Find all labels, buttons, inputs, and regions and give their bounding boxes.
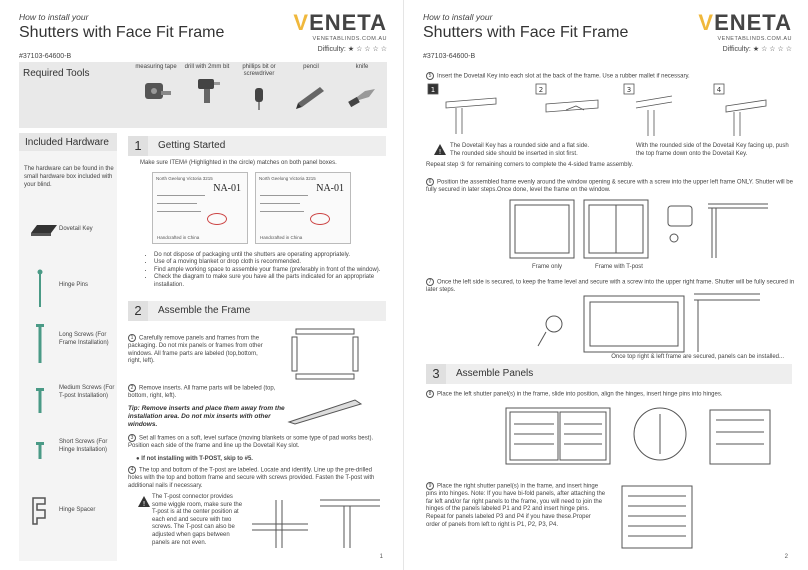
page-2 xyxy=(404,0,808,570)
dovetail-note: With the rounded side of the Dovetail Key facing up, push the top frame down onto the Dovetail Key. xyxy=(636,143,789,157)
dovetail-key-icon xyxy=(29,221,61,239)
step-2-s1: 1 Carefully remove panels and frames from the packaging. Do not mix panels or frames from other windows. All frame parts are labeled (top,bottom, right, left). xyxy=(128,335,263,365)
short-screw-icon xyxy=(36,441,44,461)
veneta-logo: VENETA xyxy=(293,10,387,35)
brand-url: VENETABLINDS.COM.AU xyxy=(312,36,387,42)
hardware-long-screws: Long Screws (For Frame Installation) xyxy=(59,332,109,346)
part-number: #37103-64600-B xyxy=(19,53,72,60)
tool-drill: drill with 2mm bit xyxy=(182,64,232,105)
tpost-figure xyxy=(248,494,384,550)
left-panel-figure xyxy=(504,404,794,468)
howto-label: How to install your xyxy=(19,12,89,22)
svg-text:!: ! xyxy=(438,148,442,155)
measuring-tape-icon xyxy=(141,75,171,105)
hinge-spacer-icon xyxy=(29,496,51,526)
step-2-s4: 4 The top and bottom of the T-post are labeled. Locate and identify. Line up the pre-drilled holes with the top and bottom frame and secure with screws provided. Fasten the T-post with additional nails if necessary. xyxy=(128,467,375,489)
hardware-hinge-spacer: Hinge Spacer xyxy=(59,507,96,513)
difficulty-rating: Difficulty: ★ ☆ ☆ ☆ ☆ xyxy=(317,46,387,53)
required-tools-bar xyxy=(19,62,387,128)
step-7-caption: Once top right & left frame are secured, panels can be installed... xyxy=(611,354,784,360)
required-tools-label: Required Tools xyxy=(23,68,90,79)
step-2-title: Assemble the Frame xyxy=(158,305,251,316)
box-label-b: North Geelong Victoria 3215 NA-01 Handcrafted in China xyxy=(255,172,351,244)
step-1-title: Getting Started xyxy=(158,140,226,151)
pencil-icon xyxy=(296,81,326,111)
step-5-repeat: Repeat step ⑤ for remaining corners to complete the 4-sided frame assembly. xyxy=(426,162,634,168)
screwdriver-icon xyxy=(244,82,274,112)
tool-pencil: pencil xyxy=(286,64,336,111)
dovetail-insert-figures xyxy=(426,82,796,140)
difficulty-rating: Difficulty: ★ ☆ ☆ ☆ ☆ xyxy=(722,46,792,53)
step-6-text: 6 Position the assembled frame evenly around the window opening & secure with a screw into the upper left frame ONLY. Shutter will be fully secured in later steps.Once done, level the frame on the window. xyxy=(426,179,793,194)
hinge-pin-icon xyxy=(36,269,44,309)
warning-icon xyxy=(434,144,446,155)
included-hardware-header: Included Hardware xyxy=(19,133,117,151)
step-8-text: 8 Place the left shutter panel(s) in the frame, slide into position, align the hinges, insert hinge pins into hinges. xyxy=(426,390,796,399)
tool-knife: knife xyxy=(337,64,387,111)
hardware-description: The hardware can be found in the small hardware box included with your blind. xyxy=(24,166,114,188)
page-title: Shutters with Face Fit Frame xyxy=(423,24,629,41)
box-label-a: North Geelong Victoria 3215 NA-01 Handcrafted in China xyxy=(152,172,248,244)
brand-block xyxy=(698,12,792,53)
hardware-hinge-pins: Hinge Pins xyxy=(59,282,89,288)
veneta-logo: VENETA xyxy=(698,10,792,35)
fig-num-4: 4 xyxy=(716,86,722,94)
bullet-item: • Check the diagram to make sure you have all the parts indicated for an appropriate installation. xyxy=(154,274,384,289)
fig-frame-tpost-caption: Frame with T-post xyxy=(595,264,643,270)
fig-num-2: 2 xyxy=(538,86,544,94)
svg-text:!: ! xyxy=(142,500,146,507)
step-2-s2: 2 Remove inserts. All frame parts will be labeled (top, bottom, right, left). xyxy=(128,385,276,400)
step-3-title: Assemble Panels xyxy=(456,368,534,379)
step-1-intro: Make sure ITEM# (Highlighted in the circle) matches on both panel boxes. xyxy=(140,160,337,166)
tip-note: Tip: Remove inserts and place them away from the installation area. Do not mix inserts with other windows. xyxy=(128,405,285,428)
brand-url: VENETABLINDS.COM.AU xyxy=(717,36,792,42)
star-rating: ★ ☆ ☆ ☆ ☆ xyxy=(347,46,387,53)
step-1-bar xyxy=(128,136,386,156)
step-1-number: 1 xyxy=(128,136,148,156)
page-number: 1 xyxy=(379,554,383,560)
tool-screwdriver: phillips bit or screwdriver xyxy=(234,64,284,112)
fig-num-1: 1 xyxy=(430,86,436,94)
warning-icon xyxy=(138,496,150,507)
bullet-item: • Do not dispose of packaging until the shutters are operating appropriately. xyxy=(154,252,384,259)
fig-num-3: 3 xyxy=(626,86,632,94)
tpost-warning: The T-post connector provides some wiggle room, make sure the T-post is at the center position at each end and secure with two screws. The T-post can also be adjusted when gaps between panels are not even. xyxy=(152,494,243,546)
brand-block xyxy=(293,12,387,53)
star-rating: ★ ☆ ☆ ☆ ☆ xyxy=(752,46,792,53)
dovetail-warning: The Dovetail Key has a rounded side and a flat side. The rounded side should be inserted in slot first. xyxy=(450,143,590,157)
bullet-item: • Find ample working space to assemble your frame (preferably in front of the window). xyxy=(154,267,384,274)
medium-screw-icon xyxy=(36,387,44,415)
right-panel-figure xyxy=(618,484,698,550)
step-5-text: 5 Insert the Dovetail Key into each slot at the back of the frame. Use a rubber mallet if necessary. xyxy=(426,72,796,81)
hardware-short-screws: Short Screws (For Hinge Installation) xyxy=(59,439,108,453)
step-3-number: 3 xyxy=(426,364,446,384)
step-2-number: 2 xyxy=(128,301,148,321)
tool-measuring-tape: measuring tape xyxy=(131,64,181,105)
fig-frame-only-caption: Frame only xyxy=(531,264,562,270)
step-1-bullets xyxy=(148,252,384,289)
knife-icon xyxy=(347,81,377,111)
step-9-text: 9 Place the right shutter panel(s) in the frame, and insert hinge pins into hinges. Note: If you have bi-fold panels, after attaching the far left and/or far right panels to the frame, you will need to join the hinges of the panels labeled P1 and P2 and insert hinge pins. Repeat for panels labeled P3 and P4 if you have these.Proper order of panels from left to right is P1, P2, P3, P4. xyxy=(426,483,606,528)
drill-icon xyxy=(192,75,222,105)
tpost-skip-note: ● If not installing with T-POST, skip to #5. xyxy=(136,456,253,462)
frame-parts-figure xyxy=(290,325,360,383)
bullet-item: • Use of a moving blanket or drop cloth is recommended. xyxy=(154,259,384,266)
page-number: 2 xyxy=(784,554,788,560)
secure-frame-figure xyxy=(534,292,784,354)
step-2-bar xyxy=(128,301,386,321)
step-2-s3: 3 Set all frames on a soft, level surface (moving blankets or some type of pad works best). Position each side of the frame and line up the Dovetail Key slot. xyxy=(128,435,374,450)
page-title: Shutters with Face Fit Frame xyxy=(19,24,225,41)
long-screw-icon xyxy=(36,323,44,365)
hardware-dovetail-key: Dovetail Key xyxy=(59,226,93,232)
howto-label: How to install your xyxy=(423,12,493,22)
hardware-medium-screws: Medium Screws (For T-post Installation) xyxy=(59,385,115,399)
frame-figures xyxy=(508,198,788,262)
insert-figure xyxy=(285,396,365,426)
included-hardware-column xyxy=(19,151,117,561)
part-number: #37103-64600-B xyxy=(423,53,476,60)
step-7-text: 7 Once the left side is secured, to keep the frame level and secure with a screw into the upper right frame. Shutter will be fully secured in later steps. xyxy=(426,279,795,294)
step-3-bar xyxy=(426,364,792,384)
